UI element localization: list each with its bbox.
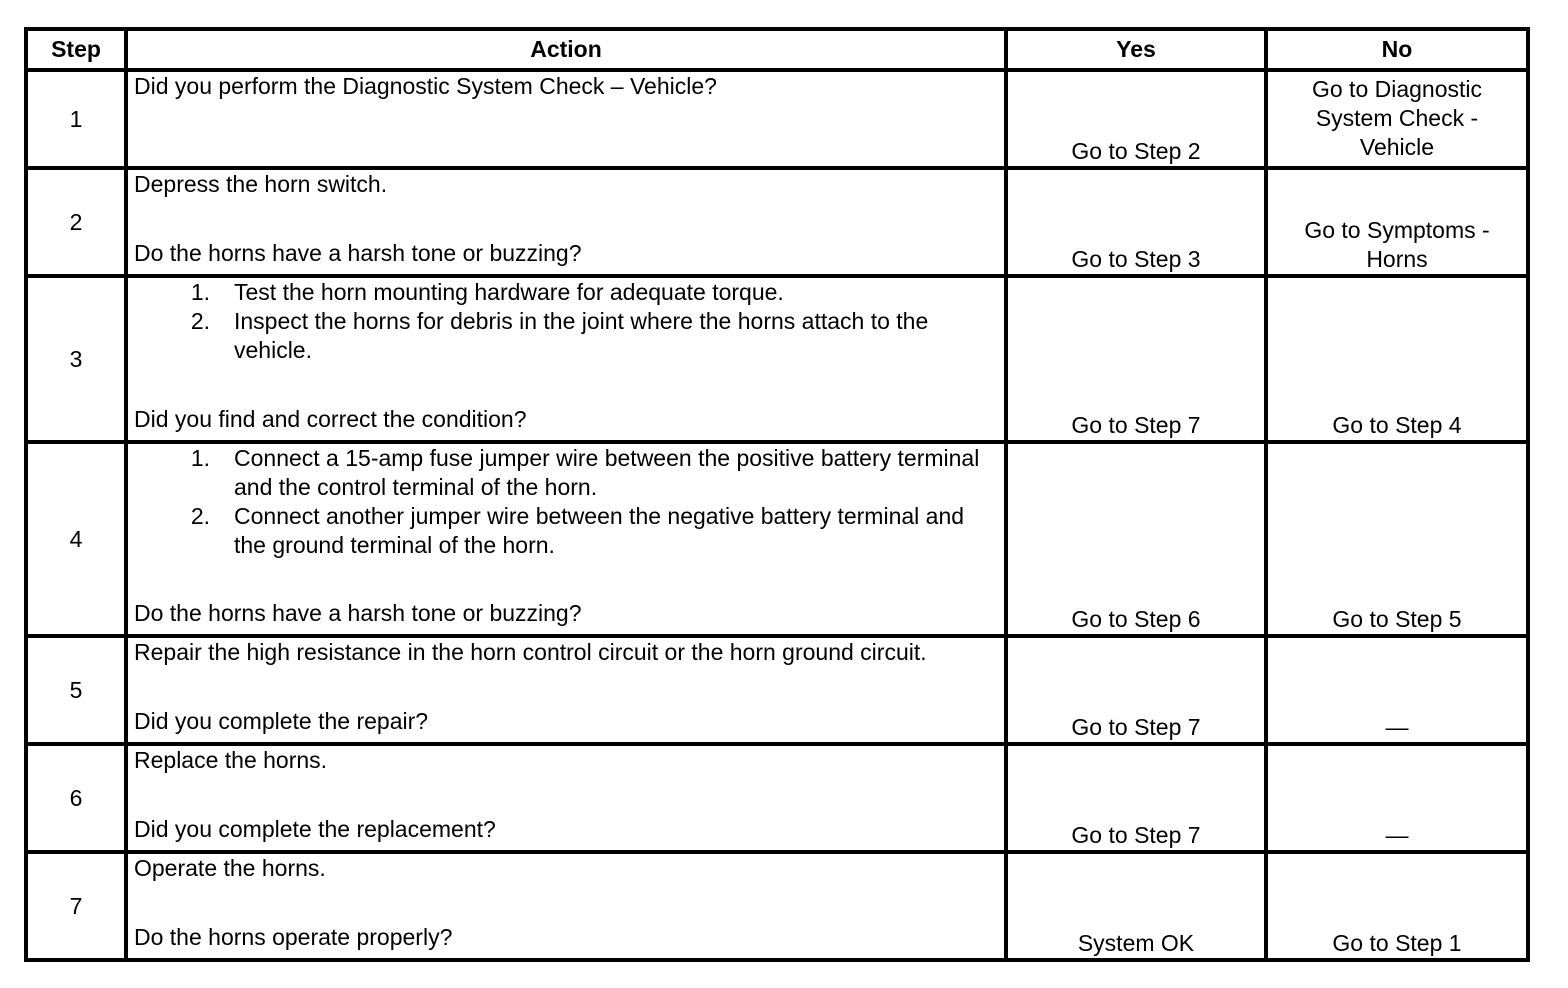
table-row	[26, 852, 1528, 960]
action-cell	[126, 636, 1006, 744]
no-result: Go to Symptoms - Horns	[1266, 168, 1528, 276]
header-no: No	[1266, 29, 1528, 70]
no-result: Go to Step 5	[1266, 442, 1528, 636]
table-row	[26, 168, 1528, 276]
no-result: Go to Step 4	[1266, 276, 1528, 442]
no-result: Go to Diagnostic System Check - Vehicle	[1266, 70, 1528, 168]
list-item	[134, 278, 998, 307]
action-question: Do the horns have a harsh tone or buzzing?	[134, 600, 582, 626]
step-number: 7	[26, 852, 126, 960]
action-instruction: Replace the horns.	[134, 747, 328, 773]
list-item-text: Test the horn mounting hardware for adequate torque.	[234, 279, 784, 305]
action-instruction: Depress the horn switch.	[134, 171, 388, 197]
no-result: —	[1266, 744, 1528, 852]
action-instruction: Did you perform the Diagnostic System Check – Vehicle?	[134, 73, 717, 99]
list-item-number: 1.	[190, 445, 210, 471]
action-instruction: Operate the horns.	[134, 855, 326, 881]
step-number: 1	[26, 70, 126, 168]
table-row	[26, 636, 1528, 744]
no-result: Go to Step 1	[1266, 852, 1528, 960]
list-item-text: Inspect the horns for debris in the joint where the horns attach to the vehicle.	[234, 308, 929, 363]
step-number: 2	[26, 168, 126, 276]
yes-result: System OK	[1006, 852, 1266, 960]
header-yes: Yes	[1006, 29, 1266, 70]
action-question: Did you find and correct the condition?	[134, 406, 527, 432]
action-question: Did you complete the repair?	[134, 708, 429, 734]
action-question: Did you complete the replacement?	[134, 816, 496, 842]
list-item-text: Connect another jumper wire between the negative battery terminal and the ground terminal of the horn.	[234, 503, 965, 558]
step-number: 5	[26, 636, 126, 744]
action-cell	[126, 852, 1006, 960]
action-instruction: Repair the high resistance in the horn control circuit or the horn ground circuit.	[134, 639, 927, 665]
table-row	[26, 70, 1528, 168]
list-item	[134, 307, 998, 365]
action-cell	[126, 442, 1006, 636]
table-row	[26, 276, 1528, 442]
header-row	[26, 29, 1528, 70]
list-item-text: Connect a 15-amp fuse jumper wire between the positive battery terminal and the control terminal of the horn.	[234, 445, 980, 500]
action-question: Do the horns have a harsh tone or buzzing?	[134, 240, 582, 266]
yes-result: Go to Step 2	[1006, 70, 1266, 168]
action-cell	[126, 168, 1006, 276]
step-number: 3	[26, 276, 126, 442]
table-body	[26, 70, 1528, 960]
step-number: 4	[26, 442, 126, 636]
list-item	[134, 502, 998, 560]
table-row	[26, 442, 1528, 636]
list-item-number: 1.	[190, 279, 210, 305]
action-list	[134, 278, 998, 365]
header-step: Step	[26, 29, 126, 70]
yes-result: Go to Step 3	[1006, 168, 1266, 276]
yes-result: Go to Step 7	[1006, 744, 1266, 852]
yes-result: Go to Step 7	[1006, 276, 1266, 442]
table-row	[26, 744, 1528, 852]
no-result: —	[1266, 636, 1528, 744]
action-cell	[126, 744, 1006, 852]
action-list	[134, 444, 998, 560]
step-number: 6	[26, 744, 126, 852]
action-cell	[126, 70, 1006, 168]
action-cell	[126, 276, 1006, 442]
yes-result: Go to Step 7	[1006, 636, 1266, 744]
action-question: Do the horns operate properly?	[134, 924, 453, 950]
yes-result: Go to Step 6	[1006, 442, 1266, 636]
list-item-number: 2.	[190, 308, 210, 334]
list-item-number: 2.	[190, 503, 210, 529]
header-action: Action	[126, 29, 1006, 70]
diagnostic-table	[24, 27, 1530, 962]
list-item	[134, 444, 998, 502]
